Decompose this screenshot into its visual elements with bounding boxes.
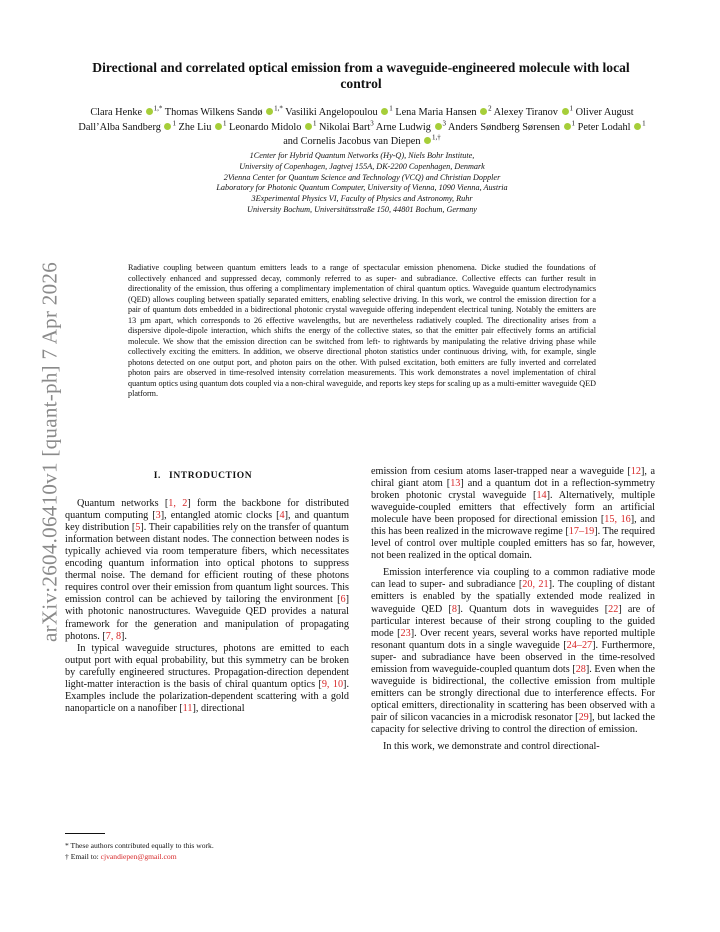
left-column (65, 466, 349, 715)
citation-link[interactable]: 20, 21 (522, 579, 549, 591)
arxiv-identifier[interactable]: arXiv:2604.06410v1 [quant-ph] 7 Apr 2026 (37, 261, 62, 643)
right-column (371, 466, 655, 753)
orcid-icon[interactable] (164, 123, 171, 130)
body-paragraph: In typical waveguide structures, photons are emitted to each output port with equal probability, but this symmetry can be broken by carefully engineered structures. Propagation-direction dependent light-matter interaction is the basis of chiral quantum optics [9, 10]. Examples include the polarization-dependent scattering with a gold nanoparticle on a nanofiber [11], directional (65, 642, 349, 714)
citation-link[interactable]: 23 (400, 627, 411, 639)
paper-title: Directional and correlated optical emission from a waveguide-engineered molecule with local control (92, 60, 630, 91)
orcid-icon[interactable] (480, 108, 487, 115)
affiliation-line: University Bochum, Universitätsstraße 150, 44801 Bochum, Germany (247, 204, 477, 214)
citation-link[interactable]: 5 (135, 522, 141, 534)
citation-link[interactable]: 7, 8 (105, 630, 122, 642)
orcid-icon[interactable] (305, 123, 312, 130)
orcid-icon[interactable] (564, 123, 571, 130)
orcid-icon[interactable] (424, 137, 431, 144)
citation-link[interactable]: 24–27 (566, 639, 593, 651)
citation-link[interactable]: 15, 16 (604, 514, 631, 526)
orcid-icon[interactable] (266, 108, 273, 115)
orcid-icon[interactable] (215, 123, 222, 130)
email-label: † Email to: (65, 852, 101, 861)
affiliation-line: 2Vienna Center for Quantum Science and Technology (VCQ) and Christian Doppler (223, 172, 501, 182)
section-title: INTRODUCTION (169, 471, 253, 481)
footnote-email (65, 851, 355, 862)
footnote-divider (65, 833, 105, 834)
arxiv-stamp (30, 252, 70, 652)
orcid-icon[interactable] (634, 123, 641, 130)
citation-link[interactable]: 11 (182, 702, 193, 714)
body-paragraph: emission from cesium atoms laser-trapped near a waveguide [12], a chiral giant atom [13] and a quantum dot in a reflection-symmetry broken photonic crystal waveguide [14]. Alternatively, multiple waveguide-coupled emitters that effectively form an artificial molecule have been proposed for directional emission [15, 16], and this has been realized in the microwave regime [17–19]. The required level of control over multiple coupled emitters has so far, however, not been realized in the optical domain. (371, 466, 656, 562)
orcid-icon[interactable] (435, 123, 442, 130)
author-list: Clara Henke $^{1,*}$ Thomas Wilkens Sandø $^{1,*}$ Vasiliki Angelopoulou $^1$ Lena Maria Hansen $^2$ Alexey Tiranov $^1$ Oliver August Dall’Alba Sandberg $^1$ Zhe Liu $^1$ Leonardo Midolo $^1$ Nikolai Bart$^3$ Arne Ludwig $^3$ Anders Søndberg Sørensen $^1$ Peter Lodahl $^1$ and Cornelis Jacobus van Diepen $^{1,\dagger}$ (78, 104, 646, 147)
citation-link[interactable]: 8 (451, 603, 457, 615)
affiliation-line: Laboratory for Photonic Quantum Computer, University of Vienna, 1090 Vienna, Austria (216, 183, 508, 193)
affiliation-line: 3Experimental Physics VI, Faculty of Physics and Astronomy, Ruhr (251, 194, 473, 204)
footnotes (65, 840, 355, 862)
section-heading (65, 470, 349, 482)
citation-link[interactable]: 13 (450, 478, 461, 490)
citation-link[interactable]: 17–19 (568, 526, 595, 538)
citation-link[interactable]: 28 (575, 663, 586, 675)
citation-link[interactable]: 4 (279, 510, 285, 522)
body-paragraph: In this work, we demonstrate and control directional- (383, 741, 600, 753)
orcid-icon[interactable] (381, 108, 388, 115)
citation-link[interactable]: 1, 2 (168, 498, 188, 510)
citation-link[interactable]: 22 (608, 603, 619, 615)
citation-link[interactable]: 29 (578, 711, 589, 723)
footnote-equal-contribution: * These authors contributed equally to this work. (65, 841, 214, 850)
affiliation-line: 1Center for Hybrid Quantum Networks (Hy-Q), Niels Bohr Institute, (249, 151, 475, 160)
citation-link[interactable]: 12 (630, 466, 642, 477)
citation-link[interactable]: 14 (536, 490, 547, 502)
body-paragraph: Emission interference via coupling to a common radiative mode can lead to super- and subradiance [20, 21]. The coupling of distant emitters is enabled by the spatially extended mode realized in waveguide QED [8]. Quantum dots in waveguides [22] are of particular interest because of their strong coupling to the guided mode [23]. Over recent years, several works have reported multiple resonant quantum dots in a single waveguide [24–27]. Furthermore, super- and subradiance have been observed in the time-resolved emission from waveguide-coupled quantum dots [28]. Even when the waveguide is bidirectional, the collective emission from multiple emitters can be strongly directional due to interference effects. For optical emitters, directionality in scattering has been observed with a pair of silicon vacancies in a microdisk resonator [29], but lacked the capacity for selective driving to control the direction of emission. (371, 567, 655, 735)
body-paragraph: Quantum networks [1, 2] form the backbone for distributed quantum computing [3], entangled atomic clocks [4], and quantum key distribution [5]. Their capabilities rely on the transfer of quantum information between distant nodes. The connection between nodes is typically achieved via room temperature fibers, which necessitates encoding quantum information into optical photons to suppress thermal noise. The demand for efficient routing of these photons requires control over their emission from quantum light sources. This emission control can be achieved by tailoring the environment [6] with photonic nanostructures. Waveguide QED provides a natural framework for the generation and manipulation of propagating photons. [7, 8]. (65, 498, 350, 642)
citation-link[interactable]: 9, 10 (321, 678, 344, 690)
affiliation-line: University of Copenhagen, Jagtvej 155A, DK-2200 Copenhagen, Denmark (239, 161, 485, 171)
section-number: I. (153, 471, 162, 481)
affiliations (80, 151, 644, 216)
email-link[interactable]: cjvandiepen@gmail.com (100, 852, 177, 861)
citation-link[interactable]: 3 (155, 510, 161, 522)
abstract: Radiative coupling between quantum emitters leads to a range of spectacular emission phenomena. Dicke studied the foundations of collectively enhanced and suppressed decay, commonly referred to as super- and subradiance. Collective effects can further result in directionality of the emission, thus offering a complimentary implementation of chiral quantum optics. Waveguide quantum electrodynamics (QED) allows coupling between spatially separated emitters, enabling selective driving. In this work, we control the emission direction for a pair of quantum dots embedded in a bidirectional photonic crystal waveguide offering independent electrical tuning. Notably the emitters are 13 µm apart, which corresponds to 26 effective wavelengths, but are nevertheless radiatively coupled. The directionality arises from a dispersive dipole-dipole interaction, which shifts the energy of the collective states, so that the emitter pair effectively forms an artificial molecule. We show that the emission direction can be switched from left- to rightwards by manipulating the relative driving phase while collectively exciting the emitters. In addition, we observe directional photon statistics under continuous driving, with, for example, single photons detected on one output port, and photon pairs on the other. With pulsed excitation, both emitters are fully inverted and correlated photon pairs are observed in time-resolved intensity correlation measurements. This work demonstrates a novel implementation of chiral quantum optics using quantum dots coupled via a non-chiral waveguide, and reports key steps for scaling up as a multi-emitter waveguide QED platform. (128, 263, 596, 398)
orcid-icon[interactable] (562, 108, 569, 115)
citation-link[interactable]: 6 (340, 594, 346, 606)
orcid-icon[interactable] (146, 108, 153, 115)
